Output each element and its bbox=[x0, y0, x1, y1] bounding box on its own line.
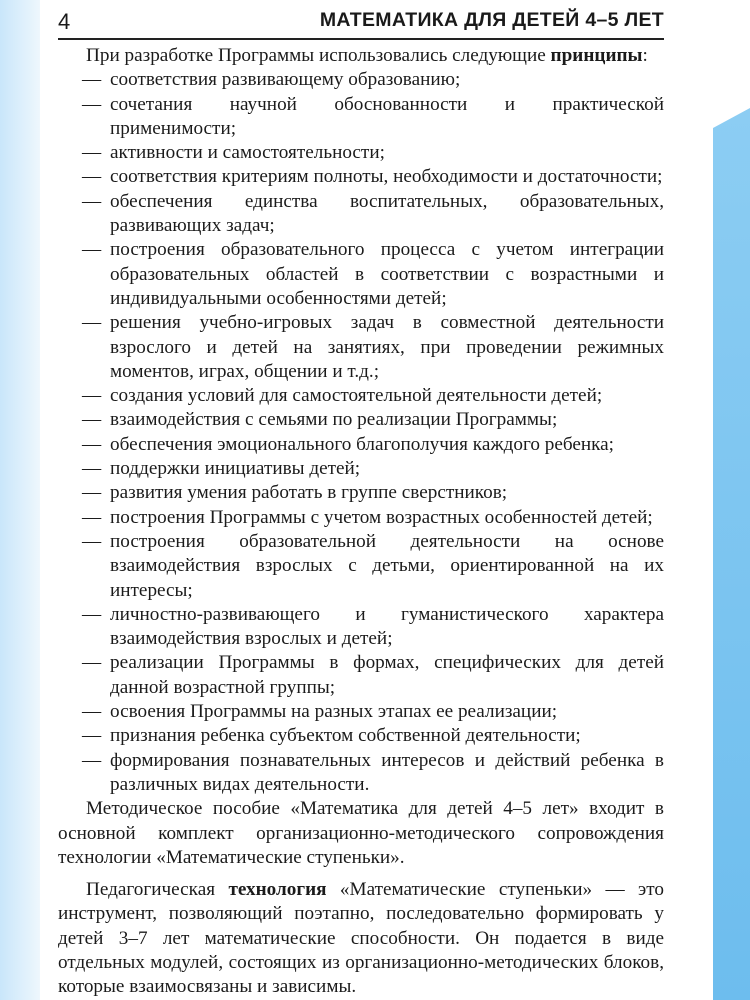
list-item bbox=[58, 749, 664, 798]
methodical-guide-paragraph: Методическое пособие «Математика для детей 4–5 лет» входит в основной комплект организационно-методического сопровождения технологии «Математические ступеньки». bbox=[58, 798, 664, 868]
technology-text-start: Педагогическая bbox=[86, 879, 229, 901]
running-title: МАТЕМАТИКА ДЛЯ ДЕТЕЙ 4–5 ЛЕТ bbox=[319, 9, 664, 31]
principle-text: личностно-развивающего и гуманистического характера взаимодействия взрослых и детей; bbox=[110, 603, 664, 650]
bullet-dash: — bbox=[82, 603, 102, 625]
list-item bbox=[58, 506, 664, 530]
list-item bbox=[58, 384, 664, 408]
principle-text: создания условий для самостоятельной деятельности детей; bbox=[110, 385, 603, 407]
list-item bbox=[58, 311, 664, 384]
list-item bbox=[58, 190, 664, 239]
bullet-dash: — bbox=[82, 142, 102, 164]
bullet-dash: — bbox=[82, 166, 102, 188]
bullet-dash: — bbox=[82, 506, 102, 528]
principle-text: сочетания научной обоснованности и практической применимости; bbox=[110, 93, 664, 139]
principle-text: реализации Программы в формах, специфических для детей данной возрастной группы; bbox=[110, 652, 664, 698]
bullet-dash: — bbox=[82, 458, 102, 480]
principle-text: взаимодействия с семьями по реализации Программы; bbox=[110, 409, 558, 431]
list-item bbox=[58, 700, 664, 724]
list-item bbox=[58, 93, 664, 142]
principle-text: решения учебно-игровых задач в совместной деятельности взрослого и детей на занятиях, при проведении режимных моментов, играх, общении и т.д.; bbox=[110, 312, 664, 382]
list-item bbox=[58, 141, 664, 165]
list-item bbox=[58, 481, 664, 505]
list-item bbox=[58, 238, 664, 311]
intro-colon: : bbox=[642, 45, 648, 66]
list-item bbox=[58, 530, 664, 603]
list-item bbox=[58, 651, 664, 700]
bullet-dash: — bbox=[82, 725, 102, 747]
intro-bold-term: принципы bbox=[550, 45, 643, 66]
list-item bbox=[58, 408, 664, 432]
bullet-dash: — bbox=[82, 652, 102, 674]
principle-text: обеспечения эмоционального благополучия каждого ребенка; bbox=[110, 433, 615, 455]
bullet-dash: — bbox=[82, 190, 102, 212]
principle-text: построения образовательного процесса с учетом интеграции образовательных областей в соответствии с возрастными и индивидуальными особенностями детей; bbox=[110, 239, 664, 309]
list-item bbox=[58, 603, 664, 652]
bullet-dash: — bbox=[82, 93, 102, 115]
technology-text-rest: «Математические ступеньки» — это инструмент, позволяющий поэтапно, последовательно формировать у детей 3–7 лет математические способности. Он подается в виде отдельных модулей, состоящих из организационно-методических блоков, которые взаимосвязаны и зависимы. bbox=[58, 879, 664, 998]
principle-text: обеспечения единства воспитательных, образовательных, развивающих задач; bbox=[110, 190, 664, 237]
left-blue-strip bbox=[0, 0, 40, 1000]
list-item bbox=[58, 457, 664, 481]
bullet-dash: — bbox=[82, 530, 102, 552]
principle-text: поддержки инициативы детей; bbox=[110, 458, 361, 480]
list-item bbox=[58, 433, 664, 457]
principle-text: освоения Программы на разных этапах ее реализации; bbox=[110, 701, 558, 723]
principle-text: активности и самостоятельности; bbox=[110, 142, 385, 164]
principle-text: построения образовательной деятельности на основе взаимодействия взрослых с детьми, ориентированной на их интересы; bbox=[110, 530, 664, 601]
bullet-dash: — bbox=[82, 69, 102, 91]
list-item bbox=[58, 724, 664, 748]
technology-bold-term: технология bbox=[228, 879, 327, 901]
page-content bbox=[58, 44, 664, 1000]
principle-text: признания ребенка субъектом собственной деятельности; bbox=[110, 725, 581, 747]
intro-paragraph bbox=[58, 44, 664, 68]
intro-text: При разработке Программы использовались следующие bbox=[86, 45, 551, 66]
bullet-dash: — bbox=[82, 749, 102, 771]
principle-text: построения Программы с учетом возрастных особенностей детей; bbox=[110, 506, 653, 528]
page-header bbox=[58, 0, 664, 40]
bullet-dash: — bbox=[82, 701, 102, 723]
bullet-dash: — bbox=[82, 433, 102, 455]
list-item bbox=[58, 68, 664, 92]
bullet-dash: — bbox=[82, 409, 102, 431]
bullet-dash: — bbox=[82, 312, 102, 334]
page-number: 4 bbox=[58, 9, 71, 34]
bullet-dash: — bbox=[82, 482, 102, 504]
list-item bbox=[58, 165, 664, 189]
right-blue-tab bbox=[713, 108, 750, 1000]
bullet-dash: — bbox=[82, 385, 102, 407]
principles-list bbox=[58, 68, 664, 797]
principle-text: соответствия критериям полноты, необходимости и достаточности; bbox=[110, 166, 663, 188]
principle-text: формирования познавательных интересов и действий ребенка в различных видах деятельности. bbox=[110, 749, 664, 795]
technology-paragraph bbox=[58, 878, 664, 999]
principle-text: развития умения работать в группе сверстников; bbox=[110, 482, 508, 504]
bullet-dash: — bbox=[82, 239, 102, 261]
principle-text: соответствия развивающему образованию; bbox=[110, 69, 461, 91]
